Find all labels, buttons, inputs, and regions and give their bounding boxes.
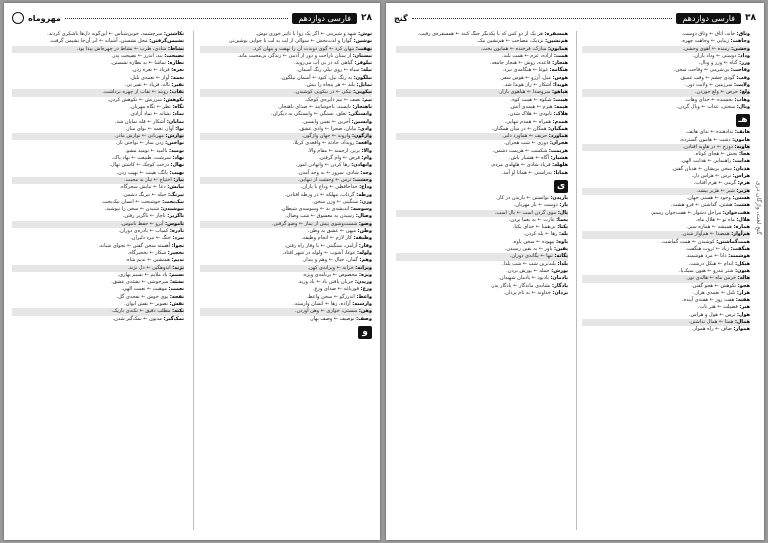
glossary-entry: هژبر: شیر ← هژبر بیشه. [582, 188, 750, 195]
glossary-entry: هزار: بلبل ← نغمه‌ی هزار. [693, 289, 750, 296]
glossary-entry: نهال: درخت کوچک ← کاشتن نهال. [109, 162, 184, 169]
glossary-entry: وزیدن: جریان یافتن باد ← باد وزید. [297, 279, 372, 286]
glossary-entry: هیون: شتر تندرو ← هیون سبک‌پا. [679, 267, 750, 274]
right-page-header [394, 11, 756, 25]
right-column-b [396, 31, 568, 530]
glossary-entry: وقب: گودی چشم ← وقب عمیق. [679, 74, 750, 81]
glossary-entry: نوا: آواز، نغمه ← نوای ساز. [125, 125, 184, 132]
glossary-entry: ندیم: همنشین ← ندیم شاه. [125, 257, 184, 264]
glossary-entry: ولع: حرص ← ولع خوردن. [582, 89, 750, 96]
glossary-entry: نیاز: احتیاج ← نیاز به محبت. [12, 177, 184, 184]
glossary-entry: هفته: هفت روز ← هفته‌ی آینده. [682, 297, 750, 304]
glossary-entry: هم‌نشین: نزدیک، مصاحب ← هم‌نشین نیک. [476, 38, 568, 45]
glossary-entry: هدایت: راهنمایی ← هدایت الهی. [680, 158, 750, 165]
left-column-a [200, 31, 372, 530]
glossary-entry: واپسین: آخرین ← نفس واپسین. [301, 118, 372, 125]
glossary-entry: نوش: شهد و شیرینی ← اگر یک زوا با تاثیر خوری نوش. [255, 31, 372, 37]
glossary-entry: یقین: باور ← به یقین رسیدن. [504, 246, 568, 253]
glossary-entry: هاویه: دوزخ ← در هاویه افتادن. [582, 144, 750, 151]
glossary-entry: هاله: خرمن ماه ← هاله‌ی نور. [582, 275, 750, 282]
glossary-entry: واقعه: رویداد، حادثه ← واقعه‌ی کربلا. [292, 140, 372, 147]
glossary-entry: نگاه: نظر ← نگاه مهربان. [129, 103, 184, 110]
glossary-entry: نکوهش: سرزنش ← نکوهش کردن. [107, 96, 184, 103]
glossary-entry: ولوله: غوغا، آشوب ← ولوله در شهر افتاد. [282, 249, 372, 256]
glossary-entry: هامون: دشت ← هامون گسترده. [679, 136, 750, 143]
glossary-entry: نوازش: مهربانی ← نوازش مادر. [12, 133, 184, 140]
section-letter: هـ [736, 114, 750, 127]
glossary-entry: نواختن: زدن ساز ← نواختن تار. [115, 140, 184, 147]
glossary-entry: هنگامه: غوغا ← هنگامه‌ی نبرد. [502, 67, 568, 74]
glossary-entry: هفت‌خوان: مراحل دشوار ← هفت‌خوان رستم. [650, 209, 750, 216]
right-col-a-entries-2 [582, 129, 750, 333]
left-brand: مهروماه [28, 13, 61, 23]
glossary-entry: ویرانه: خرابه ← ویرانه‌ی کهن. [200, 265, 372, 272]
header-rule [65, 18, 288, 19]
glossary-entry: یگانه: تنها ← یگانه‌ی دوران. [396, 253, 568, 260]
glossary-entry: ولایت: سرزمین ← ولایت دور. [685, 82, 750, 89]
glossary-entry: نیرنگ: حیله ← نیرنگ دشمن. [122, 191, 184, 198]
glossary-entry: وابستگی: تعلق، بستگی ← وابستگی به دیگران. [270, 111, 372, 118]
glossary-entry: وادی: بیابان، صحرا ← وادی عشق. [298, 125, 372, 132]
glossary-entry: هرم: گرمی ← هرم آفتاب. [693, 180, 750, 187]
glossary-entry: یکتا: بی‌همتا ← خدای یکتا. [512, 224, 568, 231]
glossary-entry: یادگار: نشانه‌ی ماندگار ← یادگار پدر. [490, 282, 568, 289]
glossary-entry: وصف: توصیف ← وصف بهار. [309, 315, 372, 322]
glossary-entry: وصال: رسیدن به معشوق ← شب وصال. [285, 213, 372, 220]
glossary-entry: هشیار: آگاه ← هشیار باش. [509, 155, 568, 162]
glossary-entry: نعره: فریاد ← نعره زدن. [131, 67, 184, 74]
glossary-entry: نظاره: تماشا ← به نظاره نشستن. [110, 60, 184, 67]
glossary-entry: یادمان: یادبود ← یادمان شهیدان. [498, 275, 568, 282]
glossary-entry: هیکل: اندام ← هیکل درشت. [688, 260, 750, 267]
column-divider [576, 31, 577, 530]
glossary-entry: هاتف: ندادهنده ← ندای هاتف. [685, 129, 750, 136]
glossary-entry: هجا: بخش ← هجای کوتاه. [694, 151, 750, 158]
glossary-entry: وزغ: قورباغه ← صدای وزغ. [312, 286, 372, 293]
glossary-entry: نسیم: باد ملایم ← نسیم بهاری. [117, 271, 184, 278]
glossary-entry: هموار: صاف ← راه هموار. [692, 326, 750, 333]
glossary-entry: وظیفه: کار لازم ← انجام وظیفه. [301, 235, 372, 242]
glossary-entry: هلال: ماه نو ← هلال ماه. [695, 216, 750, 223]
glossary-entry: هوشمند: دانا ← مرد هوشمند. [685, 253, 750, 260]
glossary-entry: هشت: هشتن، گذاشتن ← فرو هشت. [670, 202, 750, 209]
glossary-entry: وارسته: آزاده، رها ← انسان وارسته. [293, 300, 372, 307]
glossary-entry: وزن: سنگینی ← وزن سخن. [312, 198, 372, 205]
glossary-entry: وبال: سختی، عذاب ← وبال گردن. [676, 103, 750, 110]
glossary-entry: هماورد: حریف ← هماورد دلیر. [396, 133, 568, 140]
glossary-entry: هلهله: فریاد شادی ← هلهله‌ی مردم. [490, 162, 568, 169]
glossary-entry: هستی: وجود ← هستی جهان. [686, 194, 750, 201]
glossary-entry: هیمه: هیزم ← هیمه‌ی آتش. [509, 103, 568, 110]
glossary-entry: نشاط: شادی، طرب ← نشاط در چهره‌اش پیدا بود. [12, 46, 184, 53]
section-letter: ی [554, 180, 568, 193]
glossary-entry: نهفت: پنهان کرد ← گوی دوبدت آن را نهفت و پنهان کرد. [200, 46, 372, 53]
glossary-entry: همدم: همراه ← همدم تنهایی. [504, 118, 568, 125]
left-page-header [12, 11, 372, 25]
section-letter: و [358, 326, 372, 339]
glossary-entry: نوشین: گوارا و لذت‌بخش ← سوالی از لب به لب با جوابی نوشین‌تر. [228, 38, 372, 45]
glossary-entry: وقار: آرامی، سنگینی ← با وقار راه رفتن. [284, 242, 372, 249]
glossary-entry: هجران: دوری ← شب هجران. [503, 140, 568, 147]
right-col-b-entries-2 [396, 195, 568, 297]
glossary-entry: نیوشیدن: شنیدن ← سخن را نیوشید. [104, 206, 184, 213]
glossary-entry: هول: ترس ← هول و هراس. [688, 311, 750, 318]
side-tab: گنج لغت، واژگان دری [755, 181, 762, 235]
left-page [4, 3, 380, 540]
glossary-entry: نشیمن‌گرفتن: محل نشستن، آشیانه ← ابر آن‌جا نشیمن گرفت. [49, 38, 184, 45]
glossary-entry: هویدا: آشکار ← راز هویدا شد. [503, 82, 568, 89]
glossary-entry: هنر: فضیلت ← هنر ناب. [697, 304, 750, 311]
glossary-entry: ناگزیر: ناچار ← ناگزیر رفتن. [122, 213, 184, 220]
glossary-entry: نقاب: روبند ← نقاب از چهره برداشت. [12, 89, 184, 96]
glossary-entry: نشئه: سرخوشی ← نشئه‌ی عشق. [111, 279, 184, 286]
glossary-entry: نهیب: بانگ، هیبت ← نهیب زدن. [116, 169, 184, 176]
glossary-entry: وحشت: ترس ← وحشت از تنهایی. [200, 177, 372, 184]
glossary-entry: هلاک: نابودی ← هلاک شدن. [507, 111, 568, 118]
glossary-entry: ناهنجار: ناپسند، ناخوشایند ← صدای ناهنجار. [277, 103, 372, 110]
glossary-entry: وداد: دوستی ← وداد یاران. [692, 52, 750, 59]
glossary-entry: نماد: نشانه ← نماد آزادی. [129, 111, 184, 118]
glossary-entry: همال: همتا ← همال نداشتن. [582, 319, 750, 326]
glossary-entry: نیایش: دعا ← نیایش سحرگاه. [119, 184, 184, 191]
glossary-entry: هیبت: شکوه ← هیبت کوه. [510, 96, 568, 103]
glossary-entry: نخجیر: شکار ← نخجیرگاه. [127, 249, 184, 256]
glossary-entry: وجاهت: زیبایی ← وجاهت چهره. [680, 38, 750, 45]
glossary-entry: وزر: گناه ← وزر و وبال. [698, 60, 750, 67]
glossary-entry: وحشی: رمنده ← آهوی وحشی. [582, 46, 750, 53]
glossary-entry: هراس: ترس ← هراس دل. [691, 173, 750, 180]
glossary-entry: نغمه: آواز ← نغمه‌ی بلبل. [129, 74, 184, 81]
glossary-entry: یله: رها ← یله کردن. [523, 231, 568, 238]
right-col-b-entries [396, 31, 568, 177]
left-col-a-entries [200, 31, 372, 323]
glossary-entry: وام: قرض ← وام گرفتن. [318, 155, 372, 162]
glossary-entry: هنجار: قاعده، روش ← هنجار جامعه. [490, 60, 568, 67]
glossary-entry: نیکویی: نیکی ← در نیکویی کوشیدن. [200, 89, 372, 96]
glossary-entry: هم‌آواز: همصدا ← هم‌آواز شدن. [582, 231, 750, 238]
glossary-entry: وضو: شست‌وشوی پیش از نماز ← وضو گرفتن. [200, 221, 372, 228]
glossary-entry: نبرد: جنگ ← نبرد دلیران. [130, 235, 184, 242]
glossary-entry: وطن: میهن ← عشق به وطن. [307, 228, 372, 235]
glossary-entry: هنگفت: زیاد ← ثروت هنگفت. [685, 246, 750, 253]
glossary-entry: والا: برتر، ارجمند ← مقام والا. [307, 147, 372, 154]
column-divider [193, 31, 194, 530]
glossary-entry: وثاق: خانه، اتاق ← وثاق دوست. [681, 31, 750, 37]
glossary-entry: نومید: ناامید ← نومید مشو. [125, 147, 184, 154]
glossary-entry: وسوسه: اندیشه‌ی بد ← وسوسه‌ی شیطان. [280, 206, 372, 213]
right-column-a [582, 31, 750, 530]
glossary-entry: همت: اراده، عزم ← همت بلند. [502, 52, 568, 59]
glossary-entry: هماره: همیشه ← هماره سبز. [686, 224, 750, 231]
glossary-entry: وهم: گمان، خیال ← وهم و پندار. [302, 257, 372, 264]
glossary-entry: وجد: شادی، سرور ← به وجد آمدن. [297, 169, 372, 176]
glossary-entry: واعظ: اندرزگو ← سخن واعظ. [306, 293, 372, 300]
glossary-entry: یاوه: بیهوده ← سخن یاوه. [512, 238, 568, 245]
glossary-entry: نقش: تصویر ← نقش ایوان. [124, 300, 184, 307]
glossary-entry: ویژه: مخصوص ← برنامه‌ی ویژه. [302, 271, 372, 278]
glossary-entry: همانا: به‌راستی ← همانا او آمد. [501, 169, 568, 176]
glossary-entry: هذیان: سخن پریشان ← هذیان گفتن. [671, 165, 750, 172]
glossary-entry: نعمت: موهبت ← نعمت الهی. [121, 286, 184, 293]
brand-logo-icon [12, 12, 24, 24]
glossary-entry: هوس: میل، آرزو ← هوس سفر. [499, 74, 568, 81]
right-page-number: ۳۸ [745, 13, 756, 23]
right-page [386, 3, 764, 540]
glossary-entry: نیلوفر: گیاهی که در بی آب می‌روید. [294, 60, 372, 67]
glossary-entry: نفحه: بوی خوش ← نفحه‌ی گل. [116, 293, 184, 300]
glossary-entry: همسفره: هر یک از دو کس که با یکدیگر جنگ کنند ← همسفره‌ی رقیب. [417, 31, 568, 37]
glossary-entry: وانهادن: رها کردن ← وانهادن امور. [295, 162, 372, 169]
glossary-entry: نهاد: سرشت، طبیعت ← نهاد پاک. [111, 155, 184, 162]
glossary-entry: نکته: مطلب دقیق ← نکته‌ی باریک. [12, 308, 184, 315]
glossary-entry: نیک‌بخت: خوشبخت ← انسان نیک‌بخت. [101, 198, 184, 205]
glossary-entry: ناموس: آبرو ← حفظ ناموس. [12, 221, 184, 228]
glossary-entry: نیله: سیاه ← روی نیلی رنگ آسمان. [296, 67, 372, 74]
left-col-b-entries [12, 31, 184, 323]
glossary-entry: یغما: غارت ← به یغما بردن. [508, 216, 568, 223]
header-rule [412, 18, 673, 19]
glossary-entry: نیستان: از ستان ناراحت و دور از آدمی ← زندگی بی‌محبت ماند. [237, 52, 372, 59]
glossary-entry: وهاب: بخشنده ← خدای وهاب. [684, 96, 750, 103]
glossary-entry: همگنان: همگان ← در میان همگنان. [491, 125, 568, 132]
glossary-entry: یار: دوست ← یار مهربان. [513, 202, 568, 209]
glossary-entry: هیاهو: سروصدا ← هیاهوی بازار. [396, 89, 568, 96]
glossary-entry: یورش: حمله ← یورش بردن. [506, 267, 568, 274]
glossary-entry: واژگون: وارونه ← جهان واژگون. [200, 133, 372, 140]
glossary-entry: نیلگون: به رنگ نیل، کبود ← آسمان نیلگون. [280, 74, 372, 81]
glossary-entry: هجو: نکوهش ← هجو گفتن. [691, 282, 750, 289]
left-header-title: فارسی دوازدهم [292, 13, 357, 24]
glossary-entry: نیم: نصف ← نیم دایره‌ی کوچک. [304, 96, 372, 103]
glossary-entry: همت‌گماشتن: کوشیدن ← همت گماشت. [660, 238, 750, 245]
glossary-entry: نمک‌گیر: مدیون ← نمک‌گیر شدن. [112, 315, 184, 322]
glossary-entry: یزدان: خداوند ← به نام یزدان. [503, 289, 568, 296]
left-column-b [12, 31, 184, 530]
glossary-entry: وقاحت: بی‌شرمی ← وقاحت سخن. [673, 67, 750, 74]
glossary-entry: نادره: کمیاب ← نادره‌ی دوران. [118, 228, 184, 235]
right-col-a-entries [582, 31, 750, 111]
glossary-entry: یاریدن: توانستن ← یاریدن در کار. [496, 194, 568, 201]
glossary-entry: یلدا: بلندترین شب ← شب یلدا. [501, 260, 568, 267]
glossary-entry: نفیر: ناله، فریاد ← نفیر نی. [124, 82, 184, 89]
glossary-entry: وداع: خداحافظی ← وداع با یاران. [300, 184, 372, 191]
glossary-entry: نکاشتن: سرچشمه، خوبی‌شناس ← این‌گونه دل‌ها ناشکری کردند. [47, 31, 184, 37]
glossary-entry: نجوا: آهسته سخن گفتن ← نجوای شبانه. [98, 242, 184, 249]
glossary-entry: ورطه: گرداب، مهلکه ← در ورطه افتادن. [284, 191, 372, 198]
glossary-entry: هزیمت: شکست ← هزیمت دشمن. [492, 147, 568, 154]
glossary-entry: یال: موی گردن اسب ← یال اسب. [396, 210, 568, 217]
glossary-entry: تمایل: بلند ← هر پنجاه را بیش. [305, 82, 372, 89]
glossary-entry: نمایان: آشکار ← قله نمایان شد. [114, 118, 184, 125]
glossary-entry: وهن: سستی، خواری ← وهن آوردن. [200, 308, 372, 315]
right-header-title: فارسی دوازدهم [676, 13, 741, 24]
glossary-entry: همایون: مبارک، فرخنده ← همایون بخت. [396, 46, 568, 53]
left-page-number: ۲۸ [361, 13, 372, 23]
right-brand: گنج [394, 13, 408, 23]
glossary-entry: نصیحت: پند، اندرز ← نصیحت پدر. [111, 52, 184, 59]
glossary-entry: نژند: اندوهگین ← دل نژند. [12, 265, 184, 272]
